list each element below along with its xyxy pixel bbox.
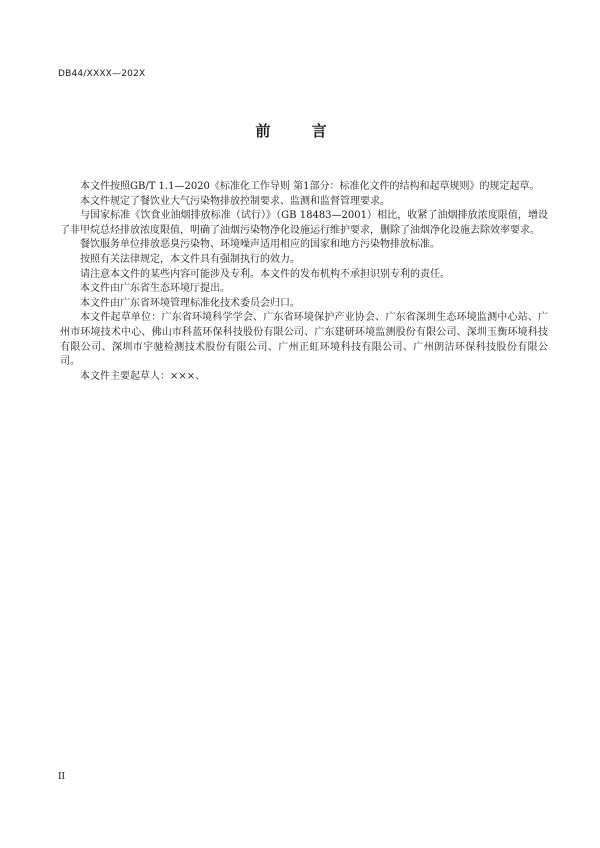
paragraph-administrator: 本文件由广东省环境管理标准化技术委员会归口。 (80, 297, 300, 309)
paragraph-proposer: 本文件由广东省生态环境厅提出。 (80, 283, 230, 295)
paragraph-legal-force: 按照有关法律规定，本文件具有强制执行的效力。 (80, 253, 300, 265)
paragraph-drafters: 本文件主要起草人：×××、 (80, 370, 206, 382)
paragraph-other-standards: 餐饮服务单位排放恶臭污染物、环境噪声适用相应的国家和地方污染物排放标准。 (80, 239, 440, 251)
paragraph-scope: 本文件规定了餐饮业大气污染物排放控制要求、监测和监督管理要求。 (80, 195, 390, 207)
paragraph-patent-notice: 请注意本文件的某些内容可能涉及专利。本文件的发布机构不承担识别专利的责任。 (80, 268, 450, 280)
paragraph-drafting-units: 本文件起草单位：广东省环境科学学会、广东省环境保护产业协会、广东省深圳生态环境监测中心站、广州市环境技术中心、佛山市科蓝环保科技股份有限公司、广东建研环境监测股份有限公司、深圳玉衡环境科技有限公司、深圳市宇驰检测技术股份有限公司、广州正虹环境科技有限公司、广州朗洁环保科技股份有限公司。 (60, 312, 548, 368)
paragraph-drafting-basis: 本文件按照GB/T 1.1—2020《标准化工作导则 第1部分：标准化文件的结构和起草规则》的规定起草。 (80, 181, 540, 192)
paragraph-comparison: 与国家标准《饮食业油烟排放标准（试行）》（GB 18483—2001）相比，收紧了油烟排放浓度限值，增设了非甲烷总烃排放浓度限值，明确了油烟污染物净化设施运行维护要求，删除了油烟净化设施去除效率要求。 (60, 210, 548, 236)
foreword-body (60, 180, 548, 384)
page-title: 前 言 (255, 122, 345, 140)
page-number: II (58, 772, 66, 782)
document-code: DB44/XXXX—202X (58, 69, 146, 79)
